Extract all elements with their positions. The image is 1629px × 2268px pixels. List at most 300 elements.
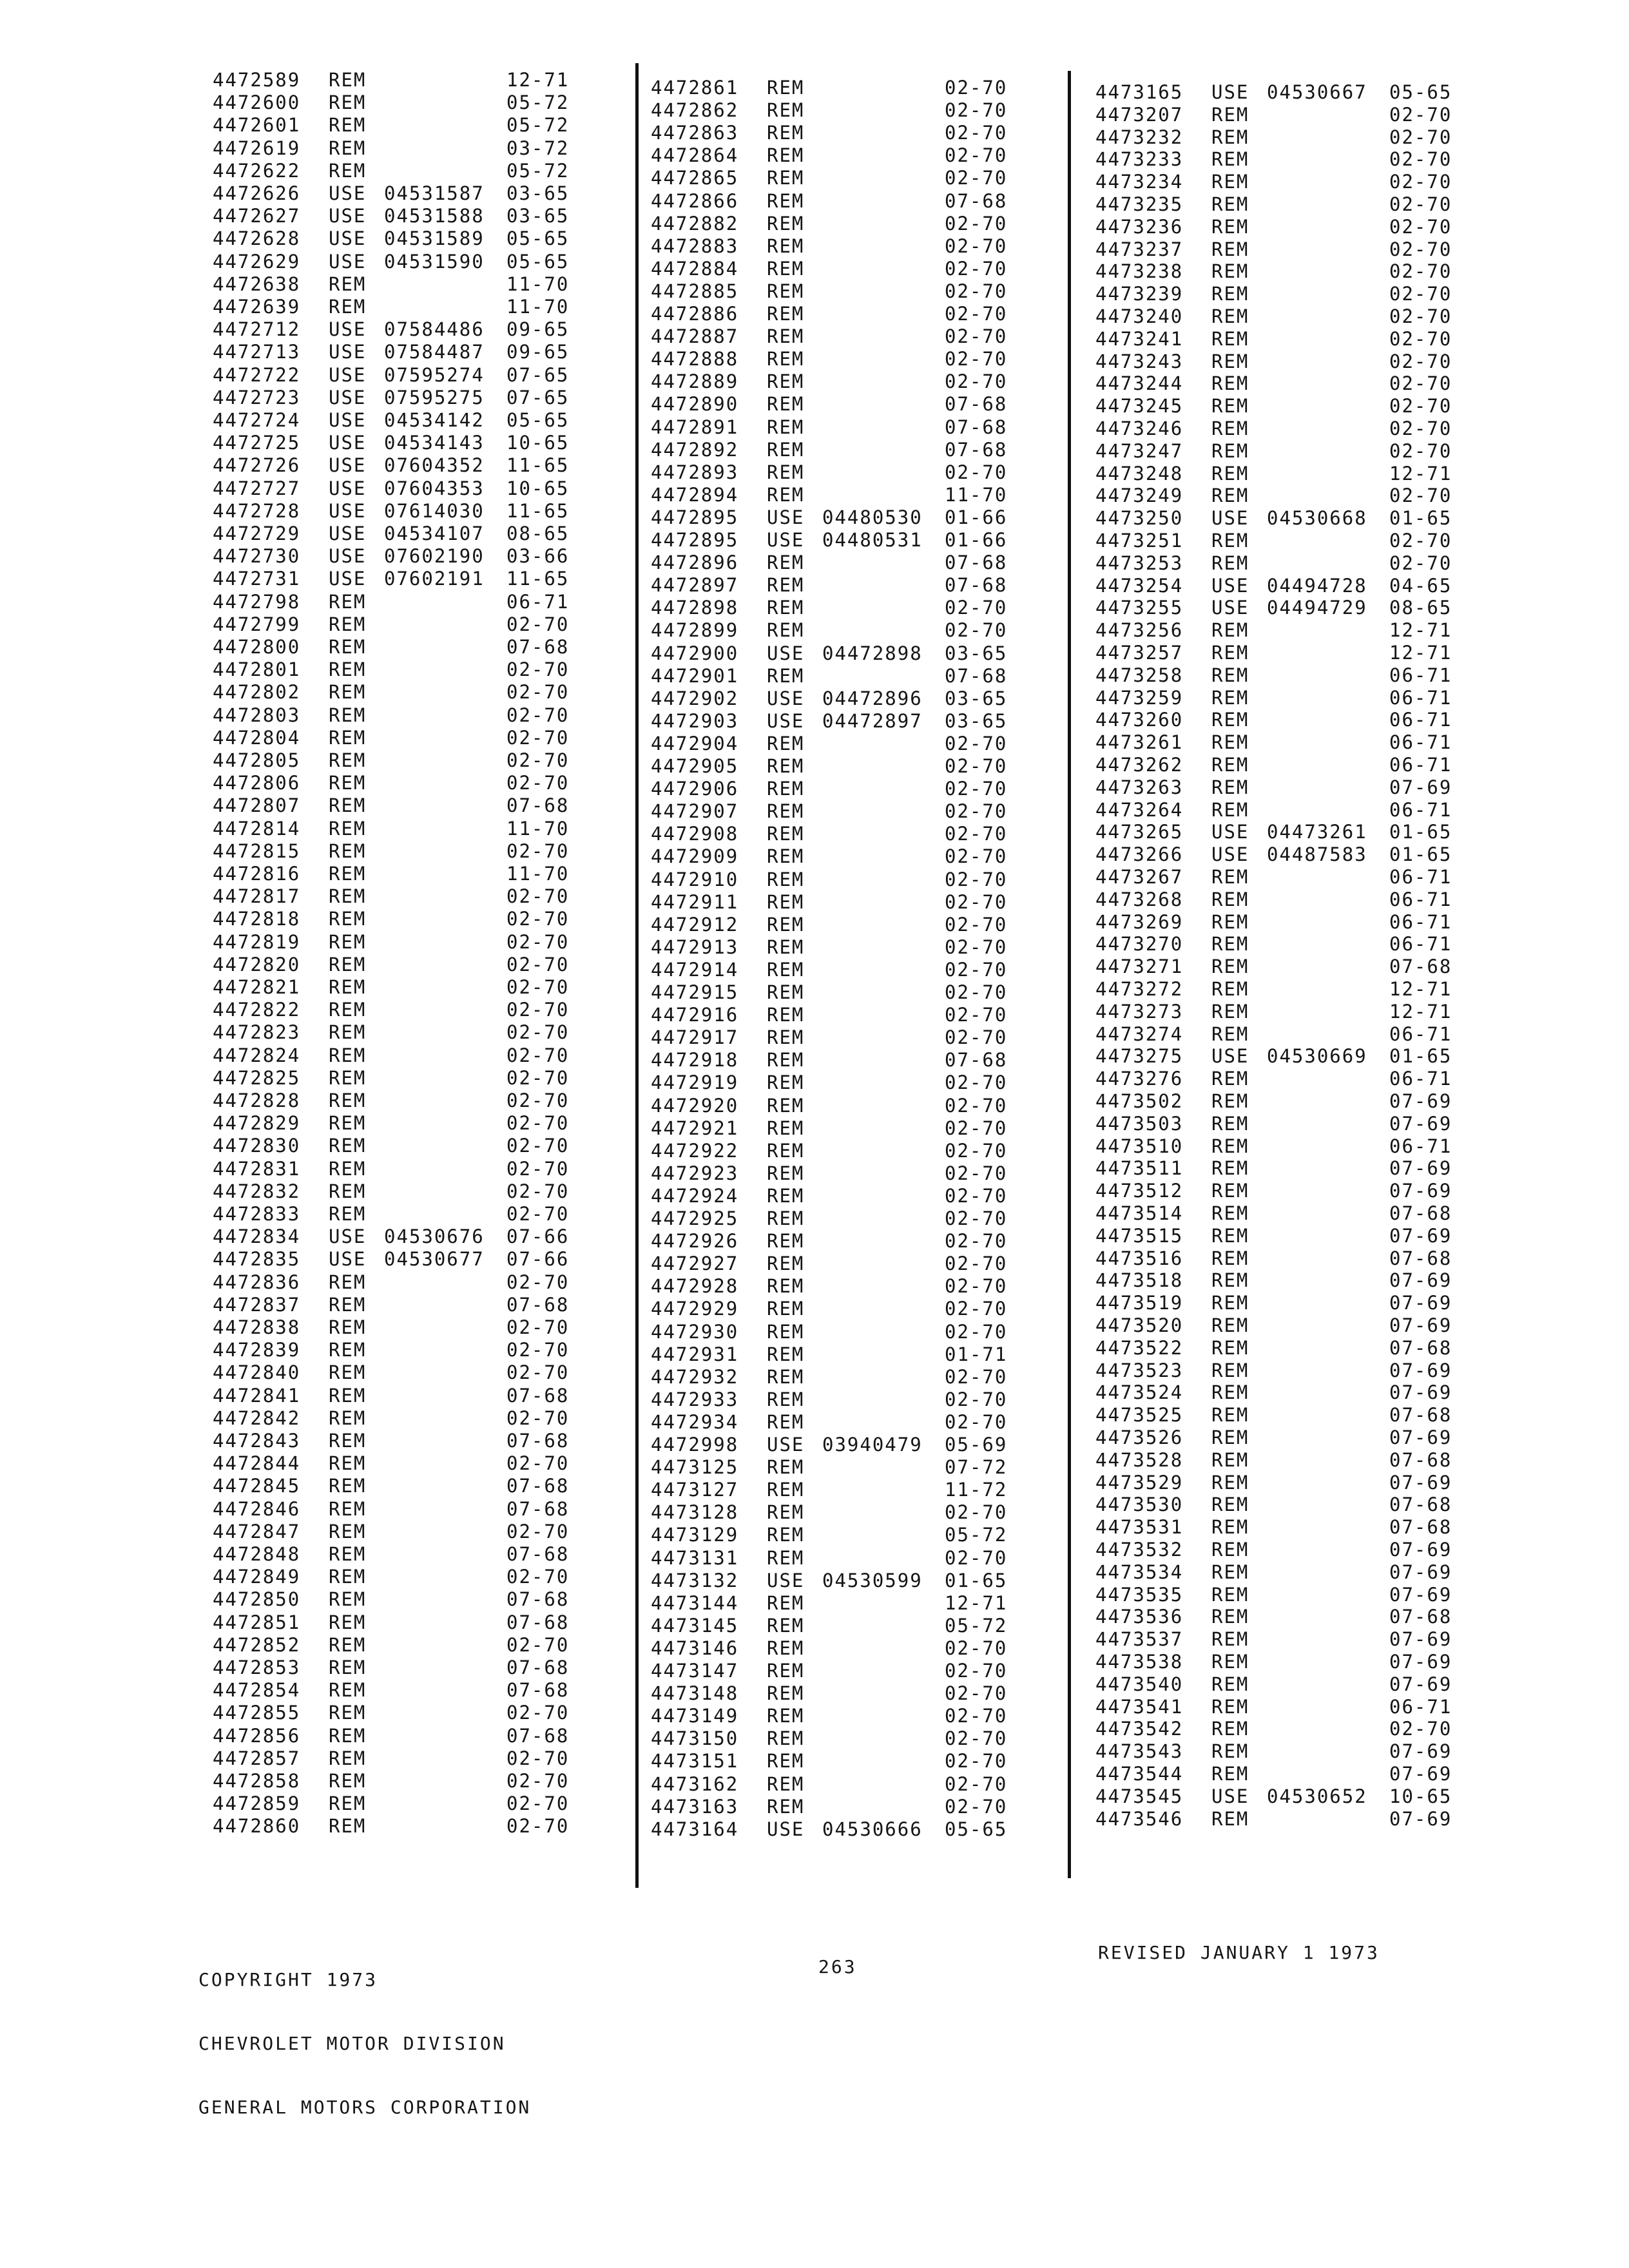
status: REM	[767, 868, 805, 890]
part-number: 4472800	[213, 636, 301, 658]
replacement-part: 04531587	[384, 182, 485, 204]
status: REM	[1211, 283, 1249, 305]
date: 06-71	[1389, 754, 1452, 776]
date: 02-70	[1389, 327, 1452, 350]
date: 03-66	[506, 545, 570, 568]
date: 07-68	[945, 416, 1008, 438]
status: REM	[767, 1253, 805, 1275]
part-number: 4472883	[651, 235, 739, 257]
status: REM	[767, 1004, 805, 1026]
replacement-part: 04472898	[822, 642, 923, 664]
status: USE	[329, 341, 367, 363]
status: REM	[1211, 1404, 1249, 1427]
part-number: 4472639	[213, 296, 301, 318]
part-number: 4473541	[1095, 1695, 1184, 1718]
date: 11-65	[506, 454, 570, 477]
part-number: 4472833	[213, 1203, 301, 1225]
status: REM	[1211, 1157, 1249, 1180]
status: REM	[767, 1207, 805, 1229]
part-number: 4472929	[651, 1298, 739, 1320]
status: REM	[1211, 1381, 1249, 1404]
part-number: 4473537	[1095, 1628, 1184, 1651]
date: 07-68	[1389, 1606, 1452, 1628]
date: 06-71	[1389, 1695, 1452, 1718]
part-number: 4472839	[213, 1339, 301, 1361]
status: REM	[329, 749, 367, 771]
part-number: 4472822	[213, 999, 301, 1021]
status: REM	[767, 1139, 805, 1162]
date: 07-68	[506, 1588, 570, 1611]
date: 02-70	[1389, 215, 1452, 238]
part-number: 4473247	[1095, 439, 1184, 462]
status: REM	[329, 1293, 367, 1316]
status: REM	[1211, 260, 1249, 283]
part-number: 4472722	[213, 363, 301, 386]
status: REM	[1211, 1673, 1249, 1695]
status: REM	[1211, 418, 1249, 439]
date: 05-65	[945, 1818, 1008, 1840]
part-number: 4472622	[213, 159, 301, 182]
part-number: 4472920	[651, 1094, 739, 1117]
date: 07-69	[1389, 1180, 1452, 1202]
date: 07-69	[1389, 1359, 1452, 1381]
part-number: 4472825	[213, 1066, 301, 1089]
date: 05-65	[506, 250, 570, 273]
date: 02-70	[506, 1633, 570, 1656]
status: REM	[329, 636, 367, 658]
status: REM	[767, 1275, 805, 1298]
date: 07-68	[506, 794, 570, 817]
date: 11-70	[506, 273, 570, 295]
part-number: 4472926	[651, 1230, 739, 1253]
status: REM	[329, 1588, 367, 1611]
status: REM	[1211, 1000, 1249, 1023]
part-number: 4472862	[651, 99, 739, 122]
status: USE	[1211, 821, 1249, 843]
status: REM	[767, 552, 805, 574]
replacement-part: 07602191	[384, 568, 485, 590]
date: 02-70	[1389, 283, 1452, 305]
date: 07-68	[945, 1049, 1008, 1072]
status: REM	[329, 1180, 367, 1202]
date: 07-68	[1389, 1494, 1452, 1516]
part-number: 4472910	[651, 868, 739, 890]
status: REM	[767, 1320, 805, 1343]
part-number: 4472864	[651, 144, 739, 167]
date: 02-70	[1389, 552, 1452, 574]
replacement-part: 07604352	[384, 454, 485, 477]
part-number: 4473503	[1095, 1112, 1184, 1135]
status: REM	[329, 1066, 367, 1089]
replacement-part: 03940479	[822, 1434, 923, 1456]
status: REM	[1211, 552, 1249, 574]
part-number: 4473151	[651, 1750, 739, 1773]
date: 12-71	[945, 1591, 1008, 1614]
replacement-part: 04494729	[1267, 597, 1367, 619]
part-number: 4473251	[1095, 530, 1184, 552]
part-number: 4473502	[1095, 1090, 1184, 1112]
status: REM	[767, 1479, 805, 1501]
date: 02-70	[506, 1520, 570, 1542]
part-number: 4472857	[213, 1747, 301, 1769]
part-number: 4472911	[651, 890, 739, 913]
status: REM	[767, 1298, 805, 1320]
date: 06-71	[1389, 798, 1452, 821]
status: REM	[767, 1456, 805, 1479]
date: 02-70	[945, 1207, 1008, 1229]
date: 08-65	[506, 523, 570, 544]
part-number: 4473529	[1095, 1471, 1184, 1494]
part-number: 4473532	[1095, 1539, 1184, 1561]
date: 07-68	[1389, 1516, 1452, 1539]
status: REM	[329, 1384, 367, 1407]
date: 09-65	[506, 318, 570, 341]
part-number: 4473162	[651, 1773, 739, 1795]
part-number: 4472896	[651, 552, 739, 574]
replacement-part: 07595274	[384, 363, 485, 386]
part-number: 4473248	[1095, 462, 1184, 485]
part-number: 4472815	[213, 840, 301, 862]
status: REM	[1211, 1023, 1249, 1045]
date: 02-70	[1389, 350, 1452, 372]
part-number: 4472841	[213, 1384, 301, 1407]
status: REM	[767, 619, 805, 642]
part-number: 4472887	[651, 325, 739, 348]
status: REM	[767, 755, 805, 777]
date: 02-70	[945, 1795, 1008, 1818]
part-number: 4472847	[213, 1520, 301, 1542]
part-number: 4472849	[213, 1566, 301, 1588]
date: 07-68	[1389, 1404, 1452, 1427]
date: 12-71	[1389, 619, 1452, 642]
date: 07-68	[506, 1679, 570, 1702]
copyright-notice	[198, 1927, 531, 2160]
status: REM	[767, 235, 805, 257]
part-number: 4472799	[213, 613, 301, 635]
date: 02-70	[945, 890, 1008, 913]
replacement-part: 04530676	[384, 1225, 485, 1248]
status: REM	[329, 1724, 367, 1747]
date: 10-65	[506, 477, 570, 499]
status: REM	[1211, 1292, 1249, 1314]
part-number: 4472836	[213, 1271, 301, 1293]
part-number: 4472912	[651, 913, 739, 936]
part-number: 4473163	[651, 1795, 739, 1818]
status: REM	[329, 840, 367, 862]
status: REM	[329, 1747, 367, 1769]
status: REM	[767, 913, 805, 936]
part-number: 4473272	[1095, 978, 1184, 1000]
part-number: 4472712	[213, 318, 301, 341]
part-number: 4472933	[651, 1388, 739, 1410]
status: REM	[767, 461, 805, 483]
date: 07-68	[506, 1611, 570, 1633]
date: 02-70	[506, 1747, 570, 1769]
status: REM	[329, 1475, 367, 1497]
part-number: 4473234	[1095, 171, 1184, 193]
date: 02-70	[1389, 126, 1452, 148]
status: REM	[767, 325, 805, 348]
part-number: 4472998	[651, 1434, 739, 1456]
status: REM	[329, 1407, 367, 1429]
status: REM	[1211, 1247, 1249, 1269]
part-number: 4473546	[1095, 1807, 1184, 1830]
status: USE	[329, 386, 367, 408]
status: REM	[767, 416, 805, 438]
status: REM	[767, 1162, 805, 1184]
part-number: 4473536	[1095, 1606, 1184, 1628]
replacement-part: 04531588	[384, 205, 485, 227]
status: REM	[767, 597, 805, 619]
status: REM	[1211, 1516, 1249, 1539]
date: 02-70	[945, 800, 1008, 823]
status: REM	[329, 999, 367, 1021]
date: 02-70	[945, 845, 1008, 868]
part-number: 4472726	[213, 454, 301, 477]
date: 02-70	[945, 1727, 1008, 1750]
date: 05-72	[506, 91, 570, 114]
part-number: 4473144	[651, 1591, 739, 1614]
status: REM	[1211, 1202, 1249, 1224]
date: 02-70	[945, 1365, 1008, 1388]
date: 02-70	[506, 1452, 570, 1475]
status: USE	[329, 454, 367, 477]
status: REM	[329, 658, 367, 681]
status: REM	[1211, 171, 1249, 193]
status: REM	[767, 212, 805, 235]
date: 11-65	[506, 568, 570, 590]
part-number: 4473258	[1095, 664, 1184, 686]
part-number: 4472851	[213, 1611, 301, 1633]
status: REM	[1211, 642, 1249, 664]
status: USE	[329, 432, 367, 454]
status: REM	[1211, 1448, 1249, 1471]
date: 02-70	[506, 613, 570, 635]
part-number: 4473512	[1095, 1180, 1184, 1202]
status: REM	[767, 370, 805, 393]
part-number: 4472820	[213, 953, 301, 975]
date: 01-65	[1389, 843, 1452, 866]
replacement-part: 04530669	[1267, 1045, 1367, 1068]
status: REM	[329, 1611, 367, 1633]
date: 07-68	[945, 189, 1008, 212]
status: REM	[1211, 619, 1249, 642]
replacement-part: 04530667	[1267, 81, 1367, 103]
date: 07-69	[1389, 1427, 1452, 1448]
status: REM	[1211, 798, 1249, 821]
status: REM	[1211, 1112, 1249, 1135]
part-number: 4472855	[213, 1702, 301, 1724]
status: REM	[767, 1117, 805, 1139]
date: 02-70	[1389, 193, 1452, 215]
status: REM	[1211, 215, 1249, 238]
part-number: 4473250	[1095, 507, 1184, 530]
part-number: 4472819	[213, 930, 301, 953]
date: 02-70	[945, 167, 1008, 189]
part-number: 4472803	[213, 704, 301, 726]
date: 07-69	[1389, 1740, 1452, 1763]
status: REM	[1211, 327, 1249, 350]
part-number: 4472730	[213, 545, 301, 568]
date: 07-69	[1389, 1471, 1452, 1494]
part-number: 4473525	[1095, 1404, 1184, 1427]
status: REM	[767, 122, 805, 144]
date: 02-70	[506, 1815, 570, 1838]
part-number: 4473132	[651, 1569, 739, 1591]
part-number: 4473538	[1095, 1651, 1184, 1673]
status: REM	[1211, 731, 1249, 754]
column-divider-2	[1068, 71, 1071, 1878]
replacement-part: 04530668	[1267, 507, 1367, 530]
date: 11-65	[506, 499, 570, 522]
part-number: 4472909	[651, 845, 739, 868]
part-number: 4473519	[1095, 1292, 1184, 1314]
part-number: 4473535	[1095, 1583, 1184, 1606]
part-number: 4472837	[213, 1293, 301, 1316]
status: REM	[329, 885, 367, 908]
date: 02-70	[506, 1271, 570, 1293]
part-number: 4473233	[1095, 148, 1184, 171]
status: REM	[329, 976, 367, 998]
date: 02-70	[945, 99, 1008, 122]
date: 11-72	[945, 1479, 1008, 1501]
part-number: 4472894	[651, 483, 739, 506]
status: REM	[329, 1203, 367, 1225]
date: 07-68	[506, 1293, 570, 1316]
part-number: 4473540	[1095, 1673, 1184, 1695]
part-number: 4473149	[651, 1705, 739, 1727]
status: USE	[1211, 574, 1249, 597]
status: REM	[767, 393, 805, 416]
part-number: 4472838	[213, 1316, 301, 1338]
part-number: 4472916	[651, 1004, 739, 1026]
part-number: 4473257	[1095, 642, 1184, 664]
date: 02-70	[506, 930, 570, 953]
part-number: 4473270	[1095, 933, 1184, 956]
status: REM	[329, 704, 367, 726]
status: REM	[329, 69, 367, 91]
part-number: 4472915	[651, 981, 739, 1003]
date: 07-68	[945, 664, 1008, 687]
status: USE	[329, 477, 367, 499]
part-number: 4472817	[213, 885, 301, 908]
status: USE	[1211, 1785, 1249, 1807]
status: USE	[329, 568, 367, 590]
replacement-part: 07584487	[384, 341, 485, 363]
status: REM	[767, 303, 805, 325]
status: REM	[329, 1815, 367, 1838]
status: REM	[767, 1072, 805, 1094]
status: REM	[1211, 1606, 1249, 1628]
replacement-part: 04472896	[822, 687, 923, 709]
date: 02-70	[945, 732, 1008, 754]
status: REM	[329, 1702, 367, 1724]
status: REM	[767, 257, 805, 280]
date: 07-69	[1389, 1112, 1452, 1135]
date: 07-69	[1389, 1381, 1452, 1404]
status: REM	[767, 1049, 805, 1072]
date: 03-65	[506, 205, 570, 227]
part-number: 4472863	[651, 122, 739, 144]
part-number: 4472886	[651, 303, 739, 325]
date: 02-70	[945, 1072, 1008, 1094]
part-number: 4472917	[651, 1026, 739, 1049]
status: REM	[767, 1094, 805, 1117]
part-number: 4473237	[1095, 238, 1184, 260]
part-number: 4472600	[213, 91, 301, 114]
date: 05-65	[506, 227, 570, 250]
date: 02-70	[945, 1750, 1008, 1773]
date: 02-70	[945, 1705, 1008, 1727]
part-number: 4472845	[213, 1475, 301, 1497]
part-number: 4472801	[213, 658, 301, 681]
part-number: 4472821	[213, 976, 301, 998]
date: 12-71	[1389, 1000, 1452, 1023]
date: 02-70	[506, 1702, 570, 1724]
status: REM	[329, 114, 367, 137]
status: REM	[767, 1795, 805, 1818]
date: 07-68	[945, 438, 1008, 461]
status: REM	[329, 1520, 367, 1542]
date: 04-65	[1389, 574, 1452, 597]
status: USE	[329, 1248, 367, 1271]
date: 02-70	[1389, 395, 1452, 418]
date: 03-65	[506, 182, 570, 204]
status: USE	[767, 1569, 805, 1591]
part-number: 4472903	[651, 709, 739, 732]
status: USE	[1211, 843, 1249, 866]
status: REM	[1211, 350, 1249, 372]
date: 02-70	[506, 726, 570, 749]
status: USE	[767, 1818, 805, 1840]
date: 06-71	[1389, 1068, 1452, 1090]
part-number: 4472628	[213, 227, 301, 250]
part-number: 4472897	[651, 574, 739, 597]
part-number: 4473531	[1095, 1516, 1184, 1539]
date: 07-68	[506, 1430, 570, 1452]
status: REM	[767, 778, 805, 800]
status: USE	[767, 529, 805, 551]
part-number: 4473268	[1095, 888, 1184, 910]
date: 02-70	[945, 1004, 1008, 1026]
part-number: 4472852	[213, 1633, 301, 1656]
status: REM	[1211, 1359, 1249, 1381]
part-number: 4473235	[1095, 193, 1184, 215]
date: 07-68	[945, 393, 1008, 416]
status: REM	[329, 908, 367, 930]
part-number: 4473545	[1095, 1785, 1184, 1807]
date: 02-70	[945, 1139, 1008, 1162]
date: 07-68	[1389, 956, 1452, 978]
part-number: 4473246	[1095, 418, 1184, 439]
date: 02-70	[945, 1094, 1008, 1117]
part-number: 4472932	[651, 1365, 739, 1388]
status: REM	[329, 1792, 367, 1815]
replacement-part: 04472897	[822, 709, 923, 732]
status: REM	[329, 1497, 367, 1520]
date: 05-72	[506, 159, 570, 182]
date: 11-70	[506, 296, 570, 318]
date: 07-69	[1389, 1269, 1452, 1292]
date: 02-70	[945, 1275, 1008, 1298]
part-number: 4472832	[213, 1180, 301, 1202]
status: REM	[1211, 686, 1249, 709]
status: REM	[329, 1271, 367, 1293]
part-number: 4472899	[651, 619, 739, 642]
date: 02-70	[1389, 148, 1452, 171]
part-number: 4473269	[1095, 910, 1184, 933]
status: REM	[1211, 1651, 1249, 1673]
